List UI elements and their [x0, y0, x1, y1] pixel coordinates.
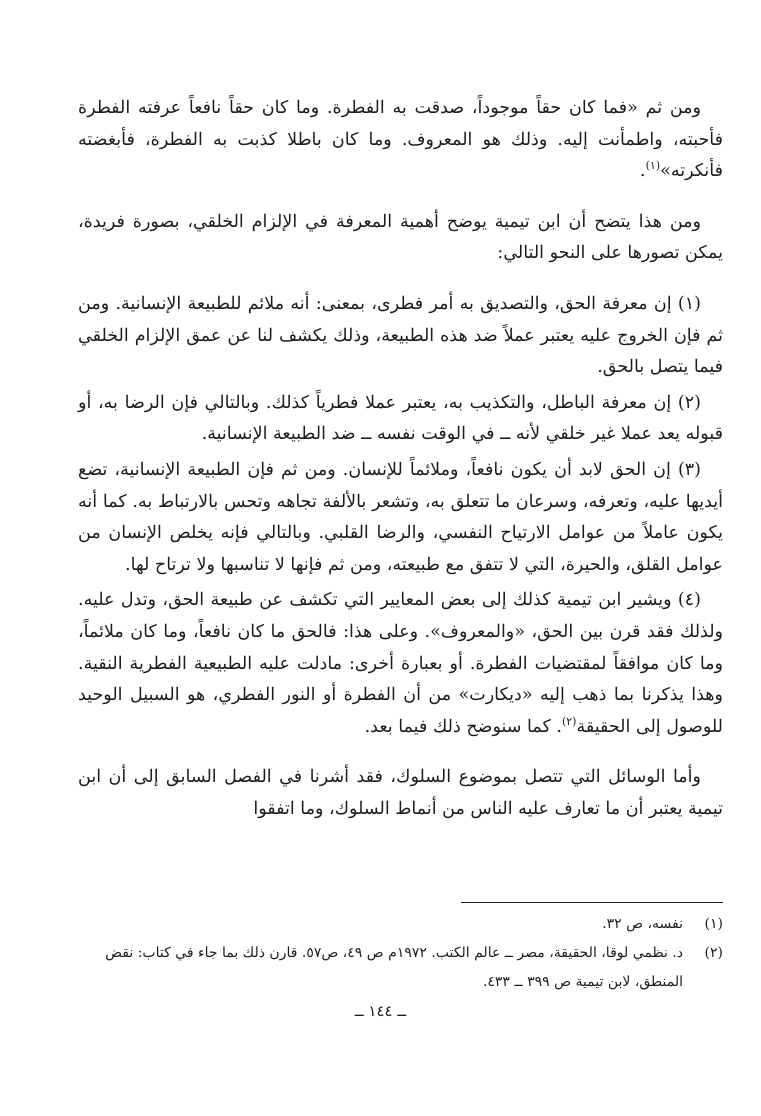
footnotes [78, 910, 723, 997]
paragraph-5: (٣) إن الحق لابد أن يكون نافعاً، وملائماً للإنسان. ومن ثم فإن الطبيعة الإنسانية، تضع أيديها عليه، وتعرفه، وسرعان ما تتعلق به، وتشعر بالألفة تجاهه وتحس بالارتباط به. كما أنه يكون عاملاً من عوامل الارتياح النفسي، والرضا القلبي. وبالتالي فإنه يخلص الإنسان من عوامل القلق، والحيرة، التي لا تتفق مع طبيعته، ومن ثم فإنها لا تناسبها ولا ترتاح لها. [78, 459, 723, 575]
footnote-number: (١) [704, 916, 723, 932]
footnote-number: (٢) [704, 945, 723, 961]
paragraph-6 [78, 585, 723, 743]
paragraph-6-text: (٤) ويشير ابن تيمية كذلك إلى بعض المعايير التي تكشف عن طبيعة الحق، وتدل عليه. ولذلك فقد قرن بين الحق، «والمعروف». وعلى هذا: فالحق ما كان نافعاً، وما كان ملائماً، وما كان موافقاً لمقتضيات الفطرة. أو بعبارة أخرى: مادلت عليه الطبيعية الفطرية النقية. وهذا يذكرنا بما ذهب إليه «ديكارت» من أن الفطرة أو النور الفطري، هو السبيل الوحيد للوصول إلى الحقيقة [78, 590, 723, 737]
paragraph-7: وأما الوسائل التي تتصل بموضوع السلوك، فقد أشرنا في الفصل السابق إلى أن ابن تيمية يعتبر أن ما تعارف عليه الناس من أنماط السلوك، وما اتفقوا [78, 767, 723, 819]
paragraph-4: (٢) إن معرفة الباطل، والتكذيب به، يعتبر عملا فطرياً كذلك. وبالتالي فإن الرضا به، أو قبوله يعد عملا غير خلقي لأنه ــ في الوقت نفسه ــ ضد الطبيعة الإنسانية. [78, 392, 723, 445]
footnote-ref-1: (١) [645, 159, 661, 173]
footnote-text: د. نظمي لوقا، الحقيقة، مصر ــ عالم الكتب. ١٩٧٢م ص ٤٩، ص٥٧. قارن ذلك بما جاء في كتاب: نقض المنطق، لابن تيمية ص ٣٩٩ ــ ٤٣٣. [105, 945, 683, 990]
body-text [78, 93, 723, 825]
footnote-text: نفسه، ص ٣٢. [602, 916, 683, 932]
footnote-divider [461, 902, 723, 903]
paragraph-1 [78, 93, 723, 188]
page-number: ــ ١٤٤ ــ [354, 1002, 407, 1020]
footnote-1 [78, 910, 723, 939]
paragraph-1-end: . [640, 161, 646, 182]
paragraph-6-end: . كما سنوضح ذلك فيما بعد. [364, 716, 562, 737]
paragraph-1-text: ومن ثم «فما كان حقاً موجوداً، صدقت به الفطرة. وما كان حقاً نافعاً عرفته الفطرة فأحبته، واطمأنت إليه. وذلك هو المعروف. وما كان باطلا كذبت به الفطرة، فأبغضته فأنكرته» [78, 98, 723, 182]
footnote-ref-2: (٢) [561, 714, 577, 728]
paragraph-3: (١) إن معرفة الحق، والتصديق به أمر فطرى، بمعنى: أنه ملائم للطبيعة الإنسانية. ومن ثم فإن الخروج عليه يعتبر عملاً ضد هذه الطبيعة، وذلك يكشف لنا عن عمق الإلزام الخلقي فيما يتصل بالحق. [78, 293, 723, 378]
paragraph-2: ومن هذا يتضح أن ابن تيمية يوضح أهمية المعرفة في الإلزام الخلقي، بصورة فريدة، يمكن تصورها على النحو التالي: [78, 211, 723, 264]
footnote-2 [78, 939, 723, 997]
